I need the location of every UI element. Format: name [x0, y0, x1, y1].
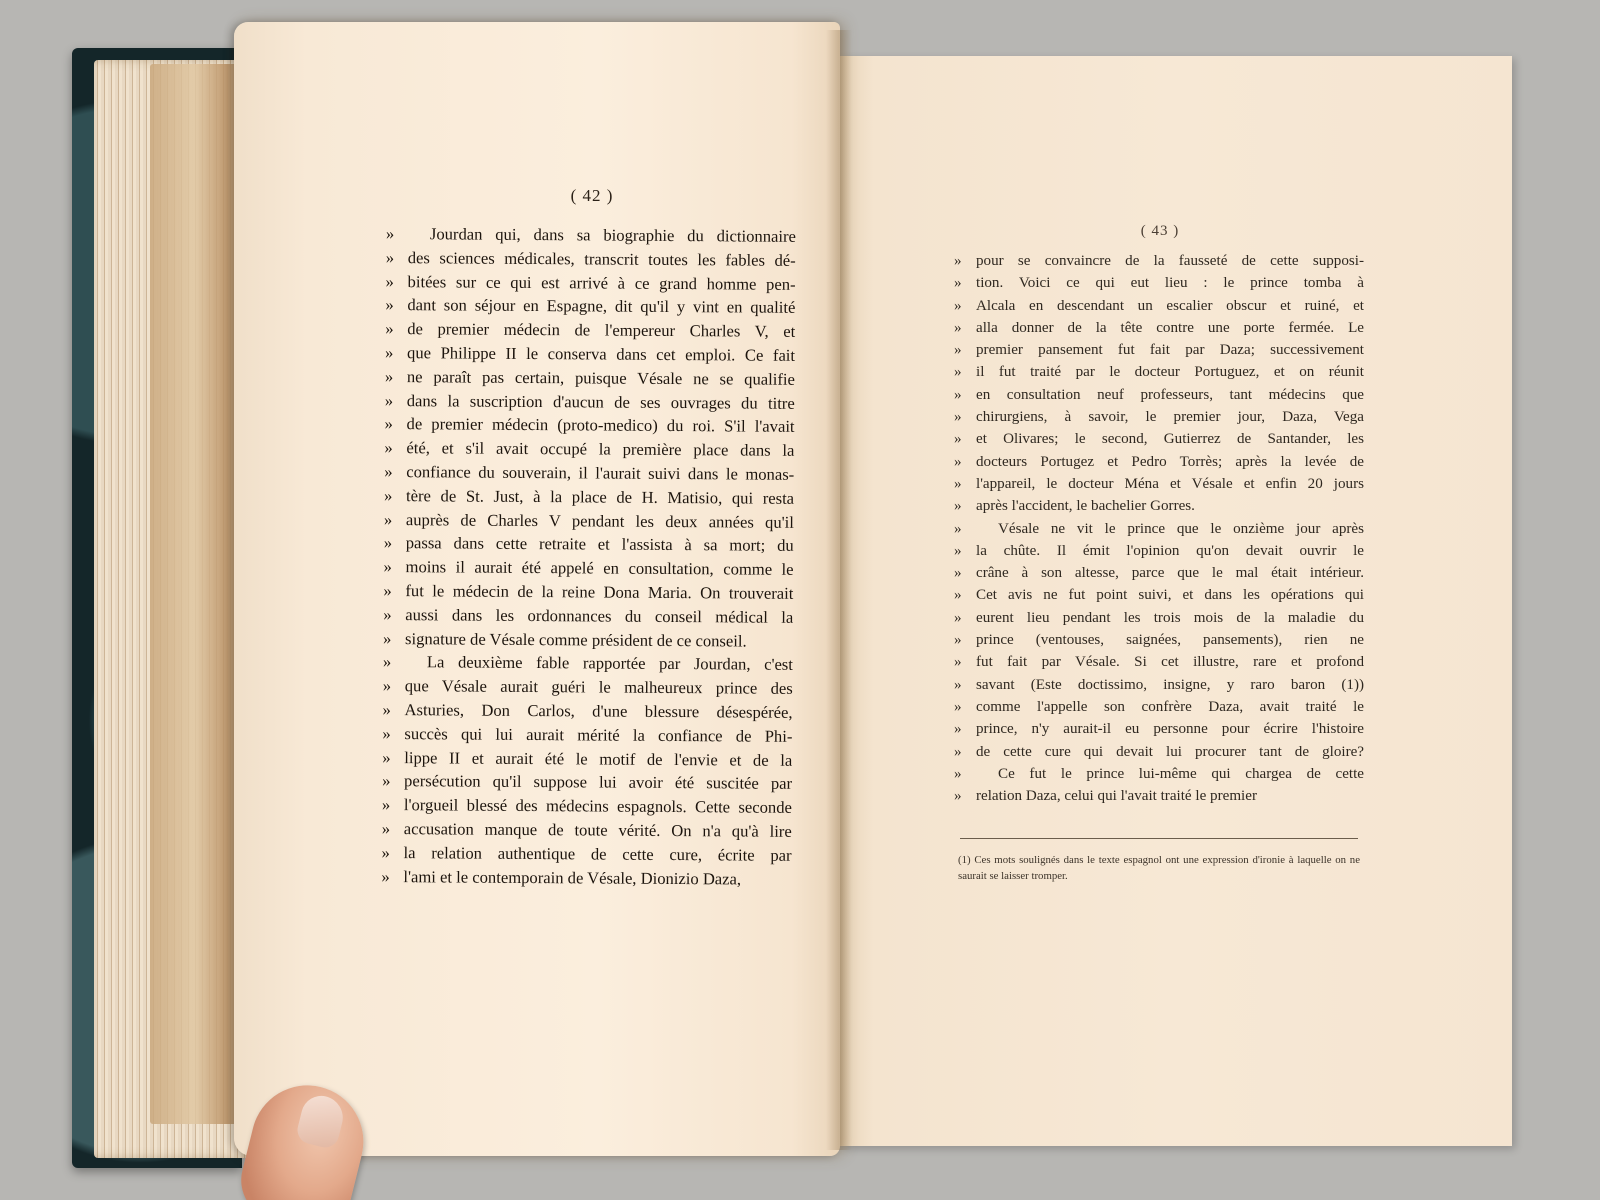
text-line: [385, 389, 795, 416]
text-line: [954, 317, 1364, 339]
text-line: [954, 629, 1364, 651]
text-line: [381, 864, 791, 891]
guillemet-mark: »: [384, 414, 393, 434]
text-line: [954, 785, 1364, 807]
line-text: dant son séjour en Espagne, dit qu'il y vint en qualité: [407, 295, 796, 318]
line-text: que Philippe II le conserva dans cet emploi. Ce fait: [407, 343, 796, 365]
text-line: [954, 272, 1364, 294]
line-text: docteurs Portugez et Pedro Torrès; après la levée de: [976, 453, 1364, 470]
line-text: l'orgueil blessé des médecins espagnols. Cette seconde: [403, 795, 792, 817]
line-text: fut fait par Vésale. Si cet illustre, rare et profond: [976, 654, 1364, 671]
line-text: la chûte. Il émit l'opinion qu'on devait ouvrir le: [976, 542, 1364, 559]
guillemet-mark: »: [383, 628, 392, 648]
text-line: [954, 339, 1364, 361]
guillemet-mark: »: [954, 542, 962, 559]
text-line: [954, 763, 1364, 785]
line-text: Vésale ne vit le prince que le onzième jour après: [998, 520, 1364, 537]
line-text: et Olivares; le second, Gutierrez de Santander, les: [976, 431, 1364, 448]
text-line: [382, 817, 792, 844]
text-line: [384, 484, 794, 511]
text-line: [382, 769, 792, 796]
line-text: succès qui lui aurait mérité la confiance de Phi-: [404, 723, 793, 746]
line-text: premier pansement fut fait par Daza; successivement: [976, 342, 1364, 359]
guillemet-mark: »: [382, 771, 391, 791]
text-line: [386, 222, 796, 249]
line-text: la relation authentique de cette cure, écrite par: [403, 842, 792, 865]
guillemet-mark: »: [954, 342, 962, 359]
guillemet-mark: »: [954, 721, 962, 738]
guillemet-mark: »: [954, 765, 962, 782]
line-text: prince, n'y aurait-il eu personne pour écrire l'histoire: [976, 721, 1364, 738]
line-text: confiance du souverain, il l'aurait suivi dans le monas-: [406, 462, 795, 484]
text-line: [385, 341, 795, 368]
text-line: [954, 428, 1364, 450]
guillemet-mark: »: [954, 587, 962, 604]
line-text: après l'accident, le bachelier Gorres.: [976, 498, 1195, 515]
guillemet-mark: »: [385, 342, 394, 363]
guillemet-mark: »: [381, 818, 391, 838]
text-line: [954, 361, 1364, 383]
text-line: [383, 579, 793, 606]
line-text: crâne à son altesse, parce que le mal était intérieur.: [976, 565, 1364, 582]
text-line: [954, 495, 1364, 517]
text-line: [954, 406, 1364, 428]
line-text: accusation manque de toute vérité. On n'a qu'à lire: [403, 819, 792, 841]
guillemet-mark: »: [383, 580, 392, 601]
line-text: des sciences médicales, transcrit toutes les fables dé-: [407, 247, 796, 270]
guillemet-mark: »: [382, 676, 392, 696]
line-text: en consultation neuf professeurs, tant médecins que: [976, 386, 1364, 403]
line-text: savant (Este doctissimo, insigne, y raro baron (1)): [976, 676, 1364, 693]
line-text: persécution qu'il suppose lui avoir été suscitée par: [404, 771, 793, 794]
line-text: de premier médecin de l'empereur Charles V, et: [407, 319, 796, 342]
text-line: [954, 741, 1364, 763]
line-text: ne paraît pas certain, puisque Vésale ne se qualifie: [406, 366, 795, 389]
guillemet-mark: »: [384, 485, 393, 505]
text-line: [385, 412, 795, 439]
text-line: [386, 246, 796, 273]
guillemet-mark: »: [384, 366, 394, 386]
text-line: [384, 460, 794, 487]
right-page-text: [954, 250, 1364, 807]
text-line: [954, 473, 1364, 495]
line-text: tion. Voici ce qui eut lieu : le prince tomba à: [976, 275, 1364, 292]
text-line: [383, 650, 793, 677]
guillemet-mark: »: [383, 557, 392, 577]
line-text: Ce fut le prince lui-même qui chargea de cette: [998, 765, 1364, 782]
text-line: [954, 384, 1364, 406]
text-line: [383, 627, 793, 654]
line-text: eurent lieu pendant les trois mois de la maladie du: [976, 609, 1364, 626]
text-line: [383, 698, 793, 725]
line-text: lippe II et aurait été le motif de l'envie et de la: [404, 747, 793, 770]
line-text: Alcala en descendant un escalier obscur et ruiné, et: [976, 297, 1364, 314]
guillemet-mark: »: [954, 743, 962, 760]
line-text: bitées sur ce qui est arrivé à ce grand homme pen-: [407, 271, 796, 294]
guillemet-mark: »: [382, 652, 392, 672]
guillemet-mark: »: [954, 520, 962, 537]
text-line: [384, 555, 794, 582]
line-text: que Vésale aurait guéri le malheureux prince des: [404, 676, 793, 698]
text-line: [383, 674, 793, 701]
line-text: auprès de Charles V pendant les deux années qu'il: [405, 509, 794, 532]
line-text: l'appareil, le docteur Ména et Vésale et enfin 20 jours: [976, 475, 1364, 492]
guillemet-mark: »: [382, 699, 391, 719]
line-text: Jourdan qui, dans sa biographie du dictionnaire: [429, 224, 796, 246]
line-text: tère de St. Just, à la place de H. Matisio, qui resta: [406, 485, 795, 508]
text-line: [385, 317, 795, 344]
line-text: comme l'appelle son confrère Daza, avait traité le: [976, 698, 1364, 715]
text-line: [954, 518, 1364, 540]
text-line: [384, 531, 794, 558]
guillemet-mark: »: [954, 632, 962, 649]
guillemet-mark: »: [954, 475, 962, 492]
left-page-text: [381, 222, 796, 891]
line-text: été, et s'il avait occupé la première place dans la: [406, 438, 795, 461]
guillemet-mark: »: [385, 271, 394, 291]
guillemet-mark: »: [954, 609, 962, 626]
line-text: La deuxième fable rapportée par Jourdan, c'est: [426, 652, 793, 675]
guillemet-mark: »: [954, 409, 962, 426]
text-line: [954, 540, 1364, 562]
guillemet-mark: »: [381, 866, 390, 886]
text-line: [954, 584, 1364, 606]
text-line: [954, 250, 1364, 272]
text-line: [954, 674, 1364, 696]
text-line: [386, 270, 796, 297]
right-page-number: ( 43 ): [1140, 223, 1180, 239]
text-line: [384, 508, 794, 535]
text-line: [954, 696, 1364, 718]
guillemet-mark: »: [954, 319, 962, 336]
line-text: pour se convaincre de la fausseté de cette supposi-: [976, 253, 1364, 269]
guillemet-mark: »: [954, 698, 962, 715]
guillemet-mark: »: [954, 275, 962, 292]
left-page-number: ( 42 ): [570, 186, 614, 205]
line-text: prince (ventouses, saignées, pansements), rien ne: [976, 632, 1364, 649]
text-line: [954, 718, 1364, 740]
line-text: Asturies, Don Carlos, d'une blessure désespérée,: [404, 700, 793, 722]
footnote-rule: [960, 838, 1358, 839]
text-line: [385, 365, 795, 392]
guillemet-mark: »: [385, 295, 394, 315]
text-line: [954, 295, 1364, 317]
guillemet-mark: »: [954, 297, 962, 314]
book-gutter: [826, 30, 852, 1150]
guillemet-mark: »: [954, 453, 962, 470]
guillemet-mark: »: [384, 438, 393, 458]
text-line: [954, 562, 1364, 584]
line-text: moins il aurait été appelé en consultation, comme le: [405, 557, 794, 580]
guillemet-mark: »: [383, 604, 392, 624]
line-text: fut le médecin de la reine Dona Maria. On trouverait: [405, 581, 794, 603]
text-line: [382, 841, 792, 868]
text-line: [382, 793, 792, 820]
guillemet-mark: »: [954, 565, 962, 582]
line-text: alla donner de la tête contre une porte fermée. Le: [976, 319, 1364, 336]
line-text: chirurgiens, à savoir, le premier jour, Daza, Vega: [976, 409, 1364, 426]
guillemet-mark: »: [385, 223, 395, 244]
guillemet-mark: »: [381, 795, 391, 815]
line-text: signature de Vésale comme président de ce conseil.: [405, 628, 747, 651]
text-line: [382, 722, 792, 749]
guillemet-mark: »: [383, 509, 393, 529]
line-text: passa dans cette retraite et l'assista à sa mort; du: [405, 533, 794, 556]
line-text: aussi dans les ordonnances du conseil médical la: [405, 604, 794, 627]
text-line: [954, 607, 1364, 629]
guillemet-mark: »: [954, 654, 962, 671]
line-text: relation Daza, celui qui l'avait traité le premier: [976, 788, 1257, 805]
text-line: [384, 436, 794, 463]
guillemet-mark: »: [384, 461, 393, 482]
text-line: [385, 293, 795, 320]
line-text: dans la suscription d'aucun de ses ouvrages du titre: [406, 390, 795, 413]
guillemet-mark: »: [381, 842, 390, 862]
guillemet-mark: »: [954, 364, 962, 381]
guillemet-mark: »: [954, 498, 962, 515]
line-text: l'ami et le contemporain de Vésale, Dionizio Daza,: [403, 866, 742, 889]
line-text: il fut traité par le docteur Portuguez, et on réunit: [976, 364, 1364, 381]
guillemet-mark: »: [954, 676, 962, 693]
text-line: [383, 603, 793, 630]
guillemet-mark: »: [954, 431, 962, 448]
guillemet-mark: »: [385, 247, 395, 267]
text-line: [954, 451, 1364, 473]
line-text: de cette cure qui devait lui procurer tant de gloire?: [976, 743, 1364, 760]
guillemet-mark: »: [383, 533, 393, 553]
line-text: Cet avis ne fut point suivi, et dans les opérations qui: [976, 587, 1364, 604]
guillemet-mark: »: [954, 788, 962, 805]
footnote: (1) Ces mots soulignés dans le texte espagnol ont une expression d'ironie à laquelle on ne saurait se laisser tromper.: [958, 854, 1360, 882]
text-line: [954, 651, 1364, 673]
guillemet-mark: »: [385, 319, 394, 339]
guillemet-mark: »: [382, 723, 391, 743]
line-text: de premier médecin (proto-medico) du roi. S'il l'avait: [406, 414, 795, 437]
guillemet-mark: »: [382, 747, 391, 767]
text-line: [382, 746, 792, 773]
guillemet-mark: »: [954, 253, 962, 269]
guillemet-mark: »: [384, 390, 394, 410]
guillemet-mark: »: [954, 386, 962, 403]
